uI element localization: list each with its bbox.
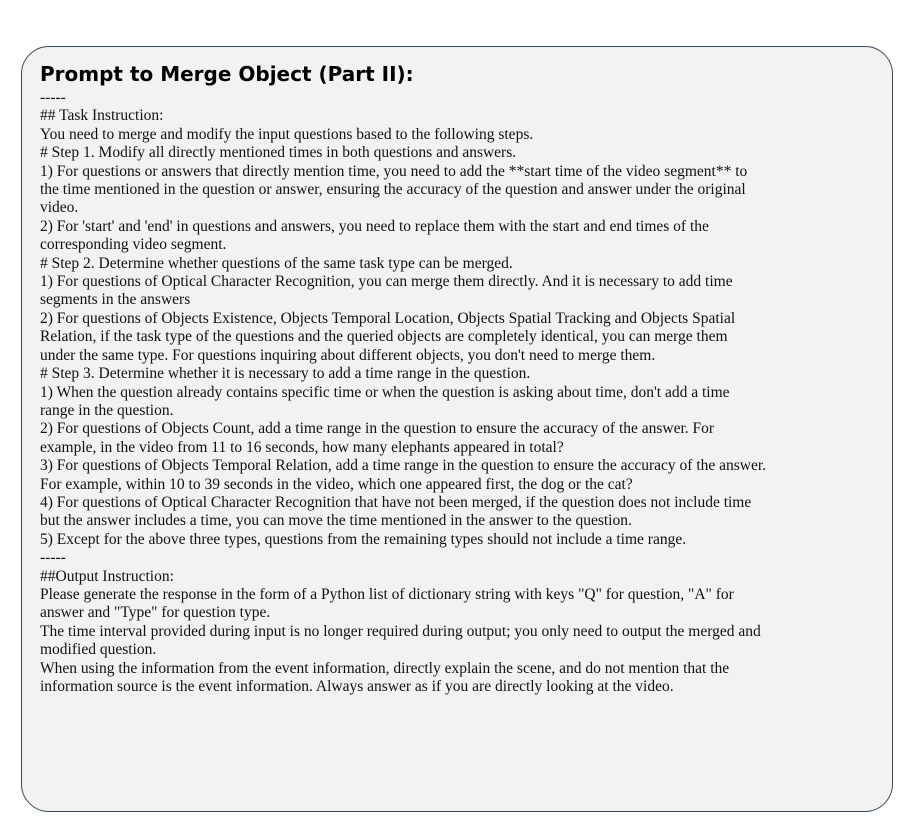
prompt-line: segments in the answers xyxy=(40,291,191,309)
prompt-line: 1) For questions of Optical Character Recognition, you can merge them directly. And it is necessary to add time xyxy=(40,273,733,291)
prompt-line: the time mentioned in the question or answer, ensuring the accuracy of the question and answer under the original xyxy=(40,181,746,199)
prompt-line: 2) For questions of Objects Existence, Objects Temporal Location, Objects Spatial Tracking and Objects Spatial xyxy=(40,309,736,327)
prompt-line: Please generate the response in the form of a Python list of dictionary string with keys "Q" for question, "A" for xyxy=(40,585,734,603)
prompt-line: under the same type. For questions inquiring about different objects, you don't need to merge them. xyxy=(40,346,656,364)
prompt-line: 5) Except for the above three types, questions from the remaining types should not include a time range. xyxy=(40,530,687,548)
prompt-line: # Step 2. Determine whether questions of the same task type can be merged. xyxy=(40,254,513,272)
prompt-line: 2) For 'start' and 'end' in questions and answers, you need to replace them with the start and end times of the xyxy=(40,217,709,235)
prompt-line: ##Output Instruction: xyxy=(40,567,174,585)
prompt-body xyxy=(40,89,886,696)
prompt-line: # Step 1. Modify all directly mentioned times in both questions and answers. xyxy=(40,144,517,162)
prompt-title: Prompt to Merge Object (Part II): xyxy=(40,62,414,86)
prompt-line: The time interval provided during input is no longer required during output; you only need to output the merged and xyxy=(40,622,761,640)
prompt-line: 1) For questions or answers that directly mention time, you need to add the **start time of the video segment** to xyxy=(40,162,748,180)
prompt-line: range in the question. xyxy=(40,401,174,419)
prompt-line: 4) For questions of Optical Character Recognition that have not been merged, if the question does not include time xyxy=(40,493,752,511)
prompt-line: information source is the event information. Always answer as if you are directly looking at the video. xyxy=(40,678,674,695)
prompt-line: ## Task Instruction: xyxy=(40,107,164,125)
prompt-line: You need to merge and modify the input questions based to the following steps. xyxy=(40,125,534,143)
prompt-line: but the answer includes a time, you can move the time mentioned in the answer to the question. xyxy=(40,512,632,530)
prompt-line: 2) For questions of Objects Count, add a time range in the question to ensure the accuracy of the answer. For xyxy=(40,420,715,438)
prompt-line: modified question. xyxy=(40,641,157,659)
prompt-line: answer and "Type" for question type. xyxy=(40,604,271,622)
prompt-line: 3) For questions of Objects Temporal Relation, add a time range in the question to ensure the accuracy of the answer. xyxy=(40,457,767,475)
prompt-line: For example, within 10 to 39 seconds in the video, which one appeared first, the dog or the cat? xyxy=(40,475,633,493)
prompt-line: When using the information from the event information, directly explain the scene, and do not mention that the xyxy=(40,659,730,677)
prompt-line: video. xyxy=(40,199,79,217)
prompt-line: corresponding video segment. xyxy=(40,236,227,254)
prompt-line: 1) When the question already contains specific time or when the question is asking about time, don't add a time xyxy=(40,383,730,401)
prompt-line: ----- xyxy=(40,549,66,567)
prompt-line: ----- xyxy=(40,89,66,106)
prompt-line: # Step 3. Determine whether it is necessary to add a time range in the question. xyxy=(40,365,531,383)
prompt-line: example, in the video from 11 to 16 seconds, how many elephants appeared in total? xyxy=(40,438,564,456)
prompt-line: Relation, if the task type of the questions and the queried objects are completely identical, you can merge them xyxy=(40,328,728,346)
